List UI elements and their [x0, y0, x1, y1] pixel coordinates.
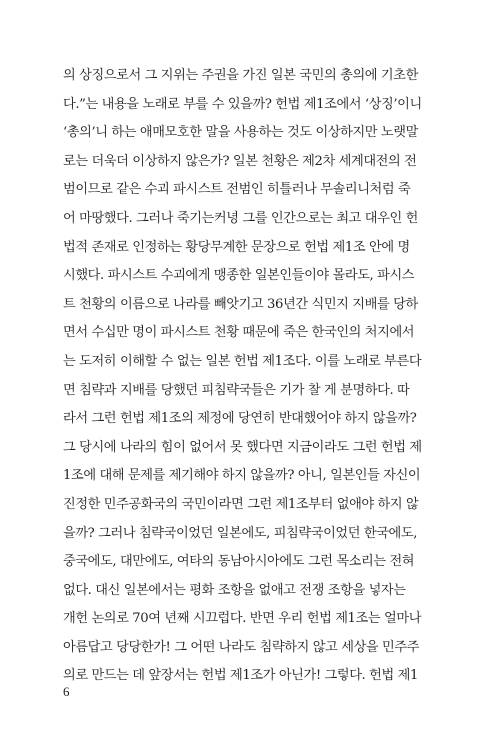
- text-line: 중국에도, 대만에도, 여타의 동남아시아에도 그런 목소리는 전혀: [63, 554, 415, 570]
- text-line: 범이므로 같은 수괴 파시스트 전범인 히틀러나 무솔리니처럼 죽: [63, 182, 411, 198]
- text-line: 1조에 대해 문제를 제기해야 하지 않을까? 아니, 일본인들 자신이: [63, 468, 421, 484]
- body-text: [63, 62, 422, 691]
- text-line: 진정한 민주공화국의 국민이라면 그런 제1조부터 없애야 하지 않: [63, 496, 419, 512]
- text-line: 면서 수십만 명이 파시스트 천황 때문에 죽은 한국인의 처지에서: [63, 325, 415, 341]
- text-line: ‘총의’니 하는 애매모호한 말을 사용하는 것도 이상하지만 노랫말: [63, 125, 418, 141]
- text-line: 다.”는 내용을 노래로 부를 수 있을까? 헌법 제1조에서 ‘상징’이니: [63, 96, 422, 112]
- text-line: 없다. 대신 일본에서는 평화 조항을 없애고 전쟁 조항을 넣자는: [63, 582, 406, 598]
- text-line: 라서 그런 헌법 제1조의 제정에 당연히 반대했어야 하지 않을까?: [63, 411, 417, 427]
- text-line: 개헌 논의로 70여 년째 시끄럽다. 반면 우리 헌법 제1조는 얼마나: [63, 611, 422, 627]
- text-line: 트 천황의 이름으로 나라를 빼앗기고 36년간 식민지 지배를 당하: [63, 296, 418, 312]
- text-line: 면 침략과 지배를 당했던 피침략국들은 기가 찰 게 분명하다. 따: [63, 382, 410, 398]
- text-line: 의로 만드는 데 앞장서는 헌법 제1조가 아닌가! 그렇다. 헌법 제1: [63, 668, 418, 684]
- text-line: 는 도저히 이해할 수 없는 일본 헌법 제1조다. 이를 노래로 부른다: [63, 353, 422, 369]
- text-line: 그 당시에 나라의 힘이 없어서 못 했다면 지금이라도 그런 헌법 제: [63, 439, 422, 455]
- text-line: 어 마땅했다. 그러나 죽기는커녕 그를 인간으로는 최고 대우인 헌: [63, 210, 418, 226]
- text-line: 로는 더욱더 이상하지 않은가? 일본 천황은 제2차 세계대전의 전: [63, 153, 417, 169]
- text-line: 시했다. 파시스트 수괴에게 맹종한 일본인들이야 몰라도, 파시스: [63, 268, 415, 284]
- text-line: 을까? 그러나 침략국이었던 일본에도, 피침략국이었던 한국에도,: [63, 525, 418, 541]
- text-line: 아름답고 당당한가! 그 어떤 나라도 침략하지 않고 세상을 민주주: [63, 639, 420, 655]
- text-line: 의 상징으로서 그 지위는 주권을 가진 일본 국민의 총의에 기초한: [63, 68, 418, 83]
- text-line: 법적 존재로 인정하는 황당무계한 문장으로 헌법 제1조 안에 명: [63, 239, 410, 255]
- page-number: 6: [63, 684, 70, 699]
